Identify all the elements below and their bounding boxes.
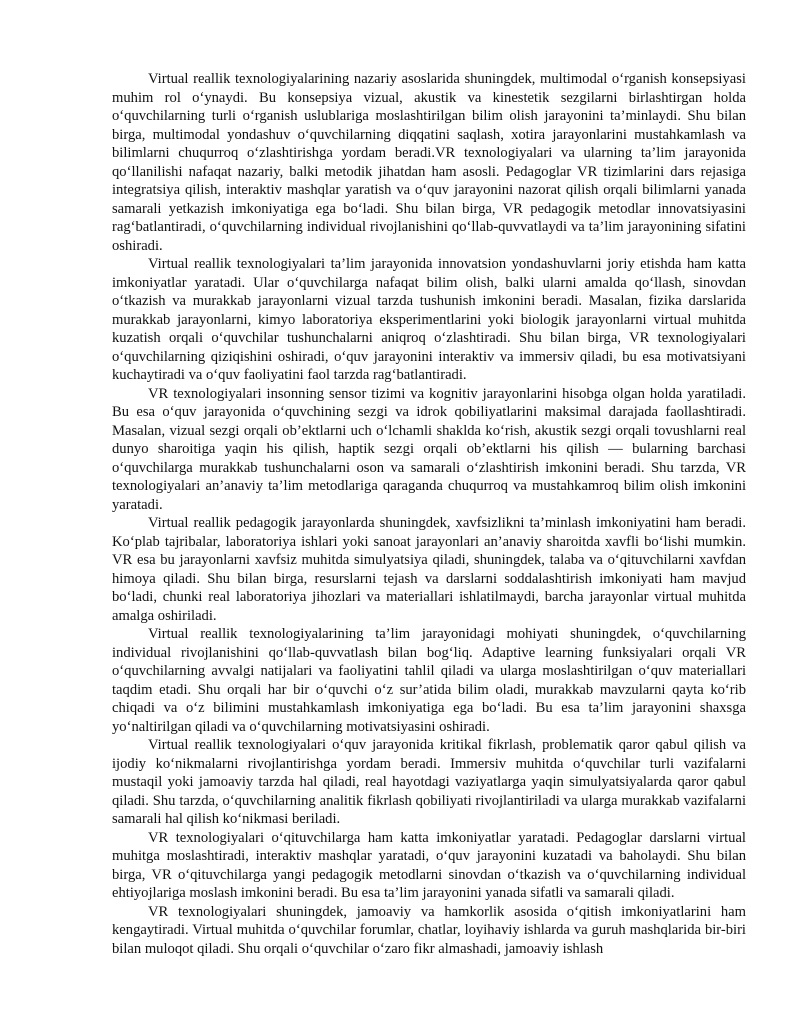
paragraph-6: Virtual reallik texnologiyalari o‘quv jarayonida kritikal fikrlash, problematik qaror qabul qilish va ijodiy ko‘nikmalarni rivojlantirishga yordam beradi. Immersiv muhitda o‘quvchilar turli vazifalarni mustaqil yoki jamoaviy tarzda hal qiladi, real hayotdagi vaziyatlarga yaqin simulyatsiyalarda qaror qabul qiladi. Shu tarzda, o‘quvchilarning analitik fikrlash qobiliyati rivojlantiriladi va ularga murakkab vazifalarni samarali hal qilish ko‘nikmasi beriladi. (112, 737, 746, 827)
paragraph-3: VR texnologiyalari insonning sensor tizimi va kognitiv jarayonlarini hisobga olgan holda yaratiladi. Bu esa o‘quv jarayonida o‘quvchining sezgi va idrok qobiliyatlarini maksimal darajada faollashtiradi. Masalan, vizual sezgi orqali ob’ektlarni uch o‘lchamli shaklda ko‘rish, akustik sezgi orqali tovushlarni real dunyo sharoitiga yaqin his qilish, haptik sezgi orqali ob’ektlarni his qilish — bularning barchasi o‘quvchilarga murakkab tushunchalarni oson va samarali o‘zlashtirish imkonini beradi. Shu tarzda, VR texnologiyalari an’anaviy ta’lim metodlariga qaraganda chuqurroq va mustahkamroq bilim olish imkonini yaratadi. (112, 385, 746, 513)
document-page (112, 70, 746, 958)
paragraph-2: Virtual reallik texnologiyalari ta’lim jarayonida innovatsion yondashuvlarni joriy etishda ham katta imkoniyatlar yaratadi. Ular o‘quvchilarga nafaqat bilim olish, balki ularni amalda qo‘llash, sinovdan o‘tkazish va murakkab jarayonlarni vizual tarzda tushunish imkonini beradi. Masalan, fizika darslarida murakkab jarayonlarni, kimyo laboratoriya eksperimentlarini yoki biologik jarayonlarni virtual muhitda kuzatish orqali o‘quvchilar tushunchalarni aniqroq o‘zlashtiradi. Shu bilan birga, VR texnologiyalari o‘quvchilarning qiziqishini oshiradi, o‘quv jarayonini interaktiv va immersiv qiladi, bu esa motivatsiyani kuchaytiradi va o‘quv faoliyatini faol tarzda rag‘batlantiradi. (112, 256, 746, 383)
paragraph-4: Virtual reallik pedagogik jarayonlarda shuningdek, xavfsizlikni ta’minlash imkoniyatini ham beradi. Ko‘plab tajribalar, laboratoriya ishlari yoki sanoat jarayonlari an’anaviy sharoitda xavfli bo‘lishi mumkin. VR esa bu jarayonlarni xavfsiz muhitda simulyatsiya qiladi, shuningdek, talaba va o‘qituvchilarni xavfdan himoya qiladi. Shu bilan birga, resurslarni tejash va darslarni soddalashtirish imkoniyati ham mavjud bo‘ladi, chunki real laboratoriya jihozlari va materiallari ishlatilmaydi, barcha jarayonlar virtual muhitda amalga oshiriladi. (112, 515, 746, 624)
paragraph-8: VR texnologiyalari shuningdek, jamoaviy va hamkorlik asosida o‘qitish imkoniyatlarini ham kengaytiradi. Virtual muhitda o‘quvchilar forumlar, chatlar, loyihaviy ishlarda va guruh mashqlarida bir-biri bilan muloqot qiladi. Shu orqali o‘quvchilar o‘zaro fikr almashadi, jamoaviy ishlash (112, 903, 746, 957)
paragraph-5: Virtual reallik texnologiyalarining ta’lim jarayonidagi mohiyati shuningdek, o‘quvchilarning individual rivojlanishini qo‘llab-quvvatlash bilan bog‘liq. Adaptive learning funksiyalari orqali VR o‘quvchilarning avvalgi natijalari va faoliyatini tahlil qiladi va ularga moslashtirilgan o‘quv materiallari taqdim etadi. Shu orqali har bir o‘quvchi o‘z sur’atida bilim oladi, murakkab mavzularni qayta ko‘rib chiqadi va o‘z bilimini mustahkamlash imkoniyatiga ega bo‘ladi. Bu esa ta’lim jarayonini shaxsga yo‘naltirilgan qiladi va o‘quvchilarning motivatsiyasini oshiradi. (112, 626, 746, 735)
paragraph-1: Virtual reallik texnologiyalarining nazariy asoslarida shuningdek, multimodal o‘rganish konsepsiyasi muhim rol o‘ynaydi. Bu konsepsiya vizual, akustik va kinestetik sezgilarni birlashtirgan holda o‘quvchilarning turli o‘rganish uslublariga moslashtirilgan bilim olish jarayonini ta’minlaydi. Shu bilan birga, multimodal yondashuv o‘quvchilarning diqqatini saqlash, xotira jarayonlarini mustahkamlash va bilimlarni chuqurroq o‘zlashtirishga yordam beradi.VR texnologiyalari va ularning ta’lim jarayonida qo‘llanilishi nafaqat nazariy, balki metodik jihatdan ham asosli. Pedagoglar VR tizimlarini dars rejasiga integratsiya qilish, interaktiv mashqlar yaratish va o‘quv jarayonini nazorat qilish orqali bilimlarni yanada samarali yetkazish imkoniyatiga ega bo‘ladi. Shu bilan birga, VR pedagogik metodlar innovatsiyasini rag‘batlantiradi, o‘quvchilarning individual rivojlanishini qo‘llab-quvvatlaydi va ta’lim jarayonining sifatini oshiradi. (112, 71, 746, 254)
paragraph-7: VR texnologiyalari o‘qituvchilarga ham katta imkoniyatlar yaratadi. Pedagoglar darslarni virtual muhitga moslashtiradi, interaktiv mashqlar yaratadi, o‘quv jarayonini kuzatadi va baholaydi. Shu bilan birga, VR o‘qituvchilarga yangi pedagogik metodlarni sinovdan o‘tkazish va o‘quvchilarning individual ehtiyojlariga moslash imkonini beradi. Bu esa ta’lim jarayonini yanada sifatli va samarali qiladi. (112, 829, 746, 901)
